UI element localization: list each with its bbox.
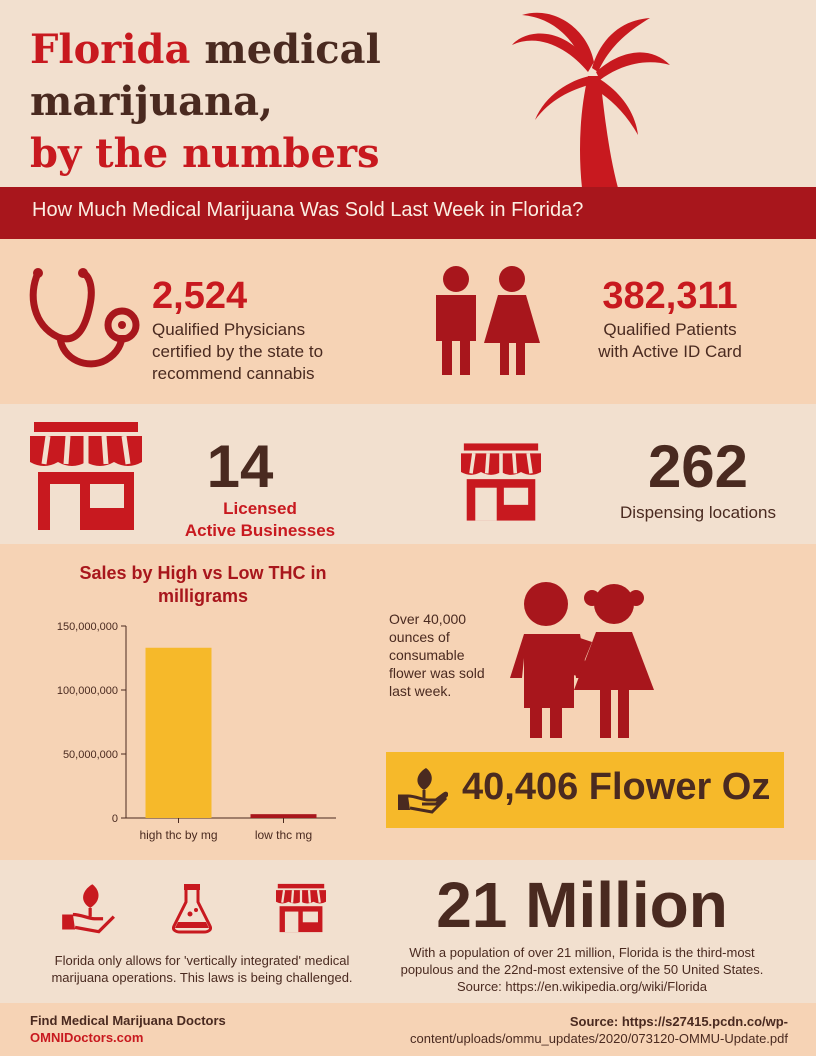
- flower-note-line4: flower was sold: [389, 665, 485, 681]
- title-medical: medical: [190, 26, 381, 73]
- flower-note-line5: last week.: [389, 683, 452, 699]
- header: [0, 0, 816, 185]
- population-line1: With a population of over 21 million, Florida is the third-most: [409, 945, 755, 960]
- flower-oz-text: 40,406 Flower Oz: [462, 766, 771, 808]
- title-marijuana: marijuana,: [30, 78, 273, 125]
- physicians-line3: recommend cannabis: [152, 364, 315, 383]
- physicians-desc: [152, 319, 323, 385]
- storefront-icon: [30, 420, 142, 532]
- footer-omnidoctors-link[interactable]: OMNIDoctors.com: [30, 1030, 144, 1045]
- patients-line1: Qualified Patients: [603, 320, 737, 339]
- vertical-line2: marijuana operations. This laws is being challenged.: [51, 970, 353, 985]
- store-icon-small: [276, 882, 326, 934]
- banner: [0, 187, 816, 239]
- bar-high-thc-by-mg: [146, 648, 212, 818]
- physicians-patients-row: [0, 239, 816, 404]
- chart-title: Sales by High vs Low THC in milligrams: [79, 563, 327, 606]
- thc-bar-chart: [30, 616, 360, 854]
- vertical-line1: Florida only allows for 'vertically integrated' medical: [54, 953, 350, 968]
- footer-source-line1: Source: https://s27415.pcdn.co/wp-: [569, 1014, 788, 1029]
- people-icon: [432, 265, 544, 377]
- footer-source-line2[interactable]: content/uploads/ommu_updates/2020/073120-OMMU-Update.pdf: [410, 1031, 788, 1046]
- physicians-line2: certified by the state to: [152, 342, 324, 361]
- businesses-line1: Licensed: [223, 499, 297, 518]
- x-tick-label: low thc mg: [254, 828, 313, 842]
- page-title: [30, 24, 381, 180]
- population-line2: populous and the 22nd-most extensive of the 50 United States.: [400, 962, 764, 977]
- title-by-the-numbers: by the numbers: [30, 130, 380, 177]
- title-florida: Florida: [30, 26, 191, 73]
- population-note: [382, 944, 782, 995]
- vertical-population-row: [0, 860, 816, 1003]
- physicians-line1: Qualified Physicians: [152, 320, 306, 339]
- flower-note: [389, 610, 485, 700]
- businesses-number: 14: [206, 433, 274, 500]
- bar-low-thc-mg: [251, 814, 317, 818]
- businesses-line2: Active Businesses: [184, 521, 336, 540]
- patients-number: 382,311: [602, 275, 738, 317]
- population-line3: Source: https://en.wikipedia.org/wiki/Florida: [456, 979, 707, 994]
- plant-in-hand-icon-red: [60, 882, 116, 934]
- plant-in-hand-icon: [396, 766, 448, 814]
- y-tick-label: 150,000,000: [56, 621, 118, 633]
- flower-note-line3: consumable: [389, 647, 465, 663]
- footer-find-doctors: Find Medical Marijuana Doctors: [30, 1013, 226, 1028]
- population-big: 21 Million: [436, 869, 728, 941]
- children-icon: [508, 578, 658, 738]
- patients-desc: [560, 319, 780, 363]
- stethoscope-icon: [28, 265, 140, 377]
- flower-oz-box: [386, 752, 784, 828]
- palm-tree-icon: [500, 10, 680, 188]
- y-tick-label: 50,000,000: [62, 749, 118, 761]
- flower-note-line1: Over 40,000: [389, 611, 467, 627]
- footer: [0, 1003, 816, 1056]
- dispensing-number: 262: [647, 433, 749, 500]
- patients-line2: with Active ID Card: [598, 342, 742, 361]
- x-tick-label: high thc by mg: [139, 828, 218, 842]
- dispensing-label: Dispensing locations: [620, 503, 776, 522]
- flower-note-line2: ounces of: [389, 629, 450, 645]
- dispensary-icon: [460, 442, 542, 522]
- sales-row: [0, 544, 816, 860]
- physicians-number: 2,524: [152, 275, 248, 317]
- banner-text: How Much Medical Marijuana Was Sold Last Week in Florida?: [32, 199, 584, 221]
- y-tick-label: 100,000,000: [56, 685, 118, 697]
- businesses-desc: [150, 498, 370, 542]
- y-tick-label: 0: [111, 813, 118, 825]
- footer-source: [360, 1013, 788, 1047]
- flask-icon: [172, 882, 212, 934]
- businesses-row: [0, 404, 816, 544]
- vertical-integration-note: [22, 952, 382, 986]
